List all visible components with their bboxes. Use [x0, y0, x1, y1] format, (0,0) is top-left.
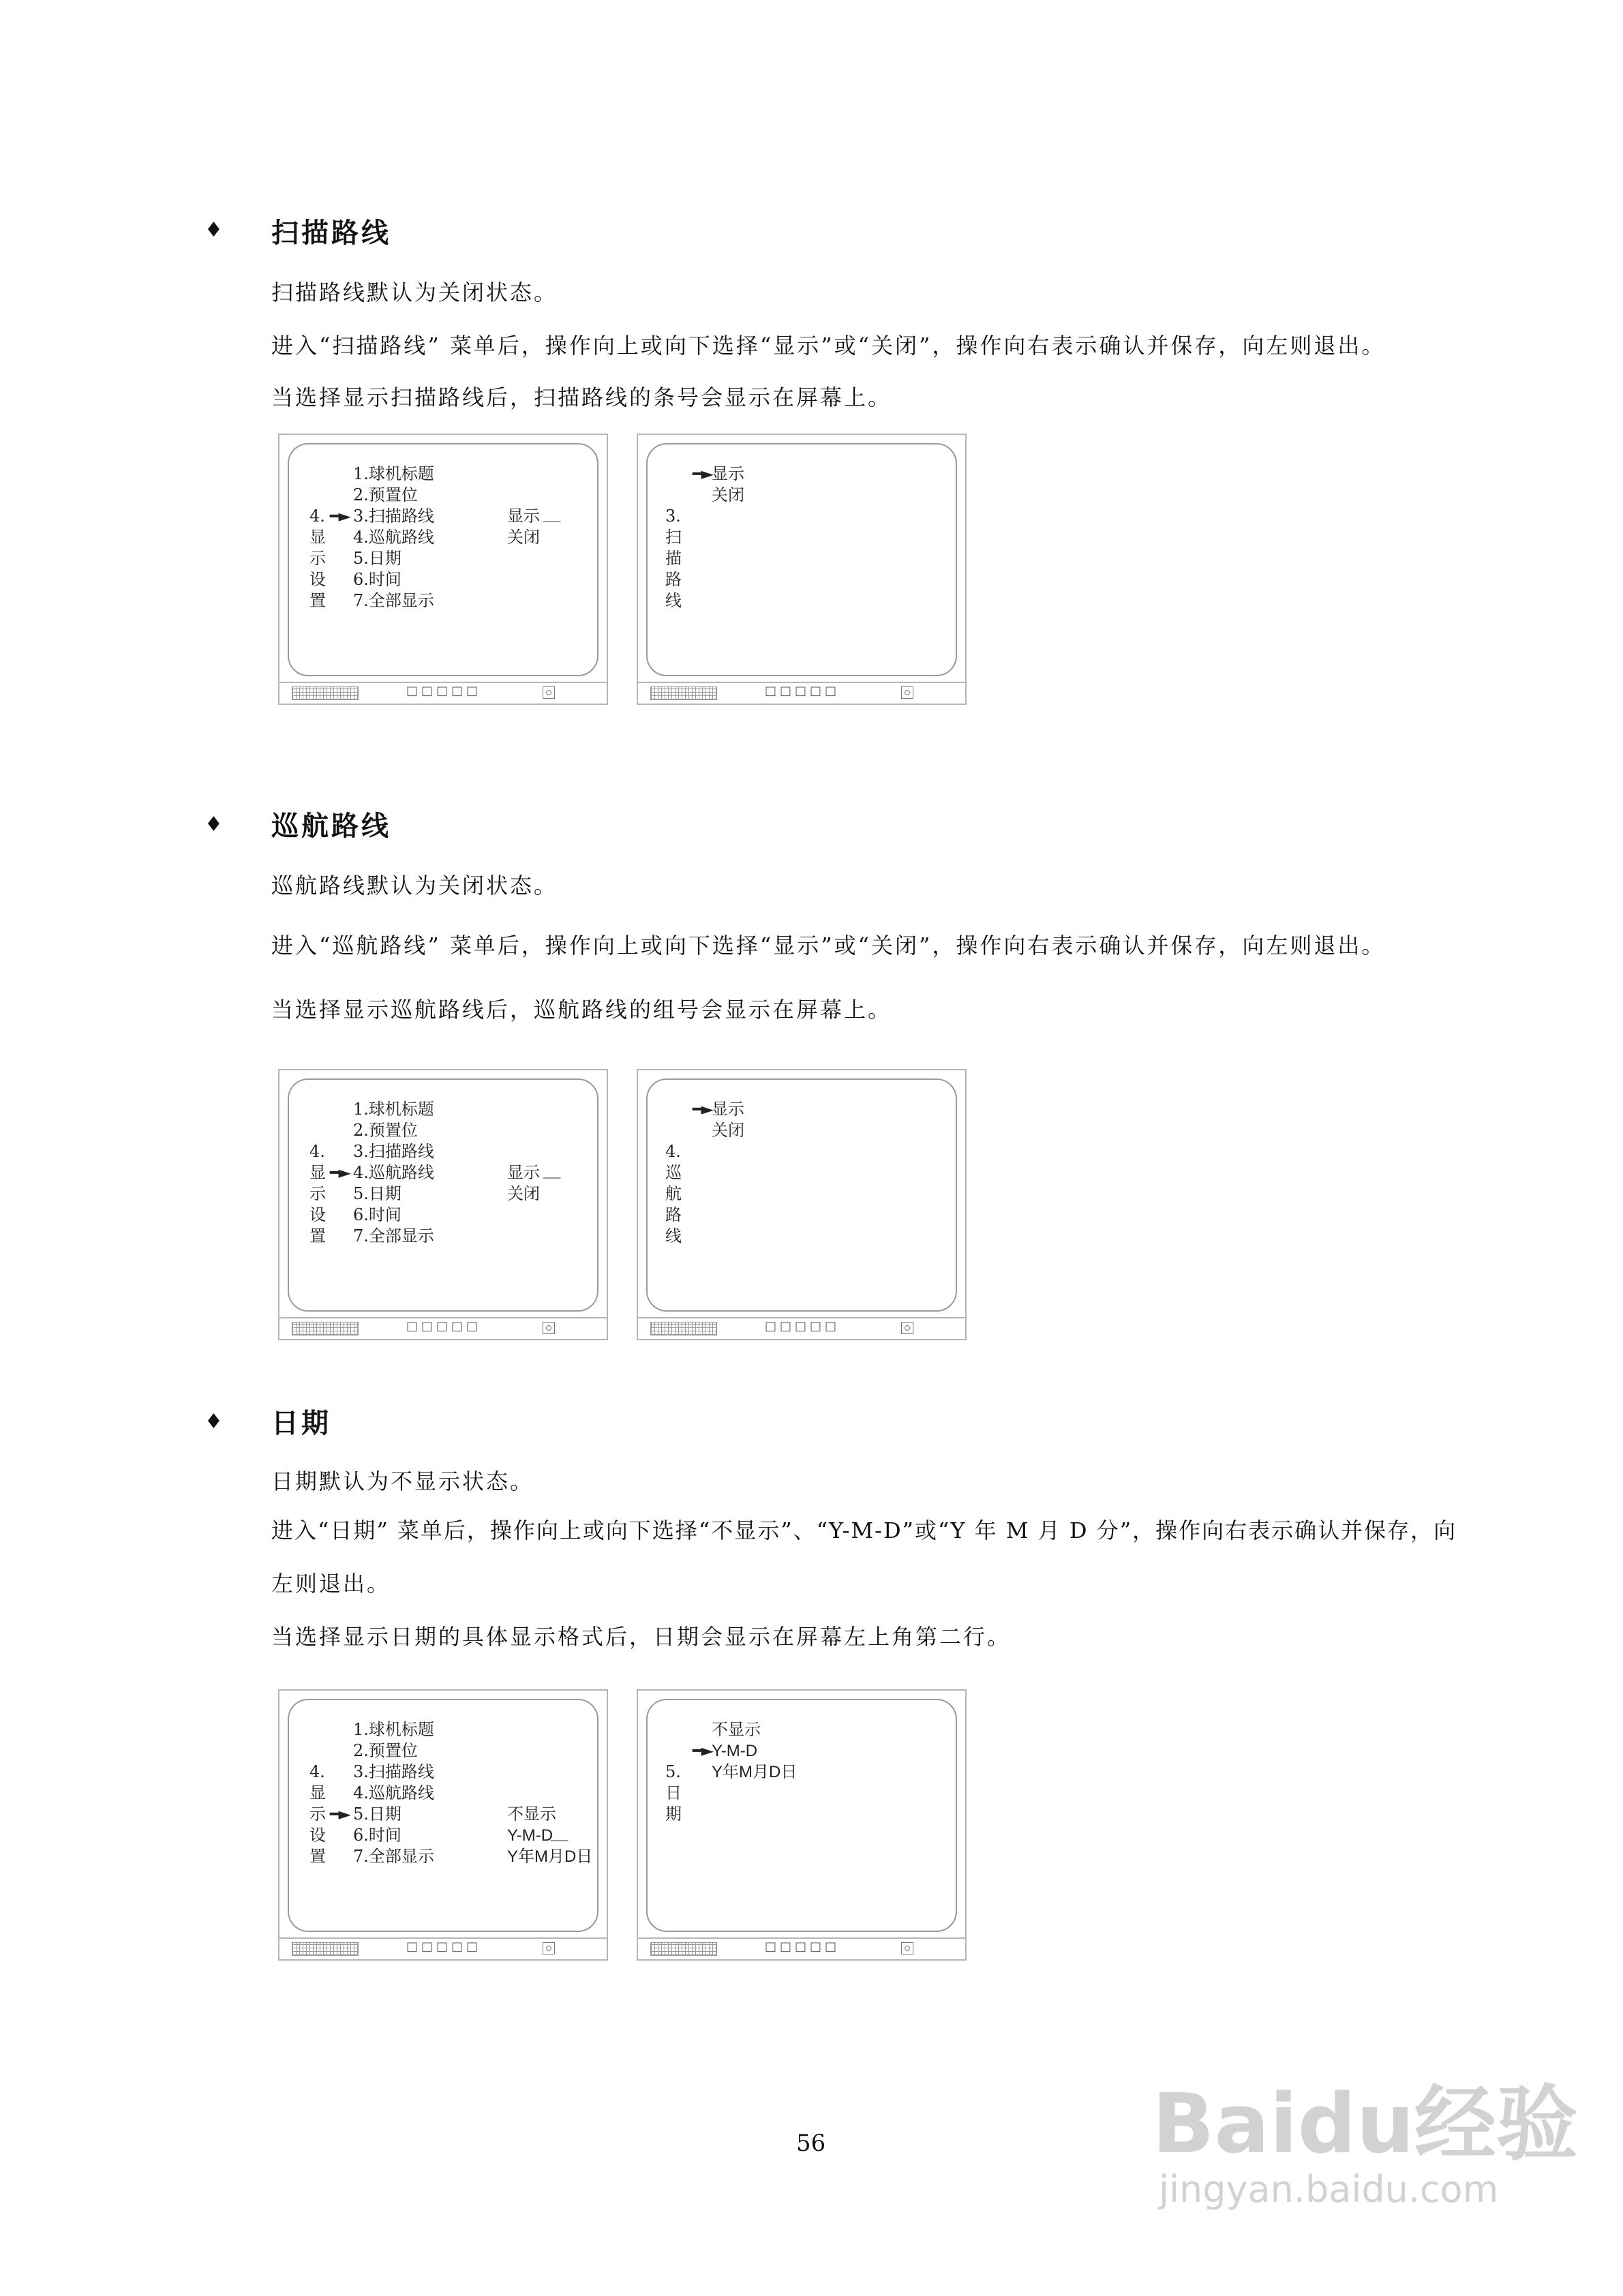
section-title: 日期 — [271, 1408, 331, 1439]
monitor-screen — [288, 443, 598, 676]
side-label: 4. 显 示 设 置 — [309, 507, 326, 610]
power-knob-icon — [543, 686, 555, 699]
osd-menu — [353, 1099, 434, 1247]
osd-options: 显示 关闭 — [712, 464, 744, 504]
monitor-diagram — [278, 1069, 608, 1340]
speaker-grill-icon — [650, 1942, 717, 1956]
speaker-grill-icon — [292, 1942, 359, 1956]
selection-arrow-icon: ━► — [693, 1100, 712, 1119]
selection-arrow-icon: ━► — [330, 1804, 350, 1824]
menu-item: 4.巡航路线 — [353, 528, 434, 547]
osd-options: 不显示 Y-M-D Y年M月D日 — [712, 1720, 798, 1781]
menu-item: 1.球机标题 — [353, 1100, 434, 1119]
monitor-buttons-icon: □□□□□ — [765, 1319, 840, 1333]
menu-item: 3.扫描路线 — [353, 1762, 434, 1781]
side-label: 4. 显 示 设 置 — [309, 1142, 326, 1245]
selection-arrow-icon: ━► — [693, 1741, 712, 1760]
speaker-grill-icon — [292, 686, 359, 700]
paragraph: 当选择显示日期的具体显示格式后，日期会显示在屏幕左上角第二行。 — [271, 1624, 1012, 1650]
paragraph: 日期默认为不显示状态。 — [271, 1468, 534, 1494]
menu-item: 5.日期 — [353, 1184, 401, 1203]
menu-item: 2.预置位 — [353, 1121, 418, 1140]
menu-item: 4.巡航路线 — [353, 1783, 434, 1802]
bullet-icon: ♦ — [204, 813, 223, 836]
selection-arrow-icon: ━► — [330, 1163, 350, 1182]
menu-item: 4.巡航路线 — [353, 1163, 434, 1182]
menu-item: 6.时间 — [353, 1826, 401, 1845]
power-knob-icon — [543, 1942, 555, 1954]
checkmark-icon — [550, 1832, 573, 1841]
paragraph: 进入“扫描路线” 菜单后，操作向上或向下选择“显示”或“关闭”，操作向右表示确认并保存，向左则退出。 — [271, 333, 1386, 359]
power-knob-icon — [901, 686, 913, 699]
bullet-icon: ♦ — [204, 218, 223, 242]
paragraph: 扫描路线默认为关闭状态。 — [271, 280, 558, 305]
speaker-grill-icon — [650, 1322, 717, 1335]
menu-item: 3.扫描路线 — [353, 507, 434, 526]
osd-menu — [353, 1719, 434, 1867]
menu-item: 3.扫描路线 — [353, 1142, 434, 1161]
menu-item: 5.日期 — [353, 1804, 401, 1824]
paragraph: 巡航路线默认为关闭状态。 — [271, 873, 558, 898]
side-label: 4. 显 示 设 置 — [309, 1762, 326, 1866]
menu-item: 2.预置位 — [353, 1741, 418, 1760]
monitor-buttons-icon: □□□□□ — [406, 1319, 482, 1333]
osd-menu — [353, 464, 434, 611]
paragraph: 当选择显示巡航路线后，巡航路线的组号会显示在屏幕上。 — [271, 997, 892, 1023]
menu-item: 5.日期 — [353, 549, 401, 568]
menu-item: 6.时间 — [353, 1205, 401, 1224]
monitor-buttons-icon: □□□□□ — [406, 1939, 482, 1954]
power-knob-icon — [901, 1322, 913, 1334]
menu-item: 7.全部显示 — [353, 591, 434, 610]
monitor-screen — [646, 1699, 957, 1932]
power-knob-icon — [543, 1322, 555, 1334]
monitor-diagram — [278, 1689, 608, 1961]
side-label: 4. 巡 航 路 线 — [665, 1142, 682, 1245]
side-label: 5. 日 期 — [665, 1762, 682, 1824]
speaker-grill-icon — [650, 686, 717, 700]
monitor-buttons-icon: □□□□□ — [765, 684, 840, 698]
menu-item: 1.球机标题 — [353, 1720, 434, 1739]
checkmark-icon — [543, 513, 566, 522]
checkmark-icon — [543, 1169, 566, 1179]
side-label: 3. 扫 描 路 线 — [665, 507, 682, 610]
osd-options: 显示 关闭 — [712, 1100, 744, 1140]
osd-options: 不显示 Y-M-D Y年M月D日 — [507, 1804, 593, 1866]
speaker-grill-icon — [292, 1322, 359, 1335]
page-number: 56 — [796, 2130, 826, 2157]
section-title: 巡航路线 — [271, 811, 391, 842]
menu-item: 6.时间 — [353, 570, 401, 589]
menu-item: 7.全部显示 — [353, 1847, 434, 1866]
monitor-buttons-icon: □□□□□ — [406, 684, 482, 698]
menu-item: 2.预置位 — [353, 485, 418, 504]
watermark-logo: Baidu经验 — [1152, 2077, 1578, 2172]
watermark-url: jingyan.baidu.com — [1159, 2168, 1499, 2211]
monitor-diagram — [637, 1689, 967, 1961]
menu-item: 7.全部显示 — [353, 1226, 434, 1245]
paragraph: 左则退出。 — [271, 1571, 391, 1597]
menu-item: 1.球机标题 — [353, 464, 434, 483]
paragraph: 当选择显示扫描路线后，扫描路线的条号会显示在屏幕上。 — [271, 384, 892, 410]
paragraph: 进入“日期” 菜单后，操作向上或向下选择“不显示”、“Y-M-D”或“Y 年 M 月 D 分”，操作向右表示确认并保存，向 — [271, 1517, 1457, 1543]
selection-arrow-icon: ━► — [330, 507, 350, 526]
paragraph: 进入“巡航路线” 菜单后，操作向上或向下选择“显示”或“关闭”，操作向右表示确认并保存，向左则退出。 — [271, 933, 1386, 958]
osd-options: 显示 关闭 — [507, 1162, 563, 1205]
power-knob-icon — [901, 1942, 913, 1954]
bullet-icon: ♦ — [204, 1410, 223, 1434]
selection-arrow-icon: ━► — [693, 464, 712, 483]
monitor-diagram — [637, 434, 967, 705]
section-title: 扫描路线 — [271, 217, 391, 249]
osd-options: 显示 关闭 — [507, 506, 563, 548]
monitor-diagram — [637, 1069, 967, 1340]
monitor-diagram — [278, 434, 608, 705]
monitor-buttons-icon: □□□□□ — [765, 1939, 840, 1954]
